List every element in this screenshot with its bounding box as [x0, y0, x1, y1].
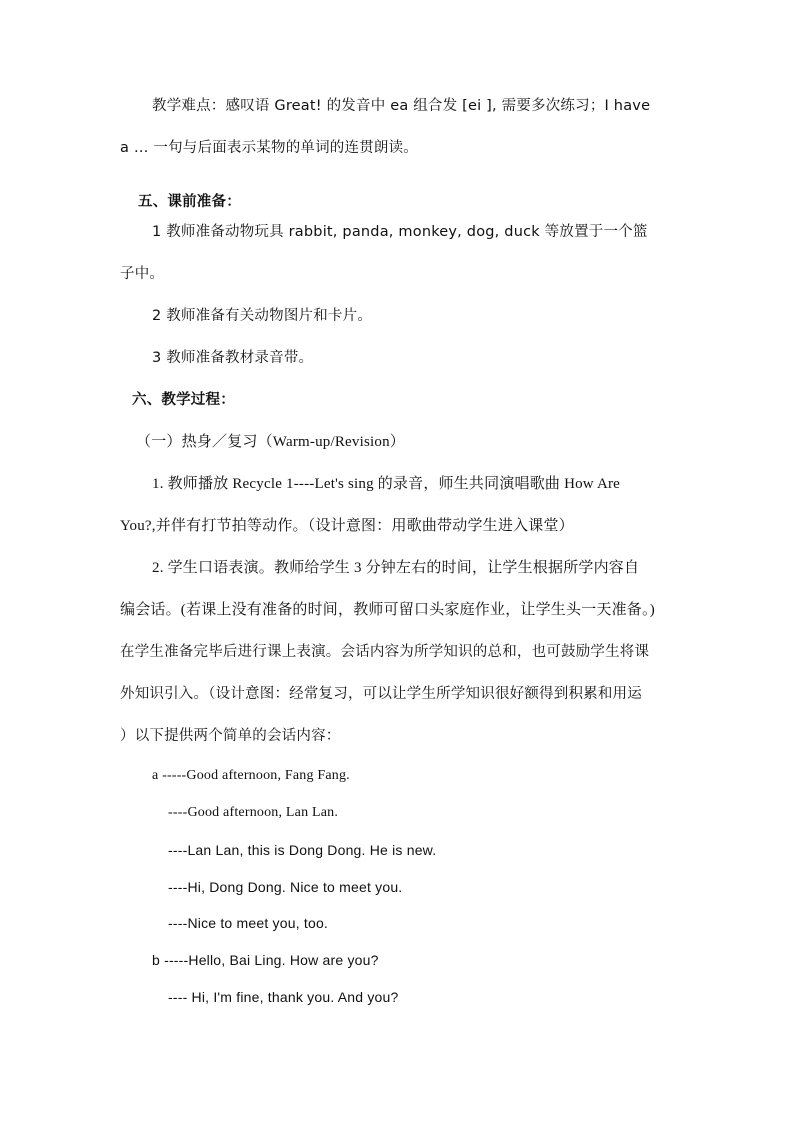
- prep-item-2: 2 教师准备有关动物图片和卡片。: [152, 308, 373, 324]
- prep-item-3: 3 教师准备教材录音带。: [152, 350, 314, 366]
- step-2-line-3: 在学生准备完毕后进行课上表演。会话内容为所学知识的总和，也可鼓励学生将课: [120, 644, 650, 660]
- step-2-line-1: 2. 学生口语表演。教师给学生 3 分钟左右的时间，让学生根据所学内容自: [152, 560, 640, 576]
- prep-item-1-line-2: 子中。: [120, 266, 165, 282]
- step-2-line-5: ）以下提供两个简单的会话内容：: [120, 728, 341, 744]
- section-5-heading: 五、课前准备：: [138, 194, 241, 210]
- difficulty-line-1: 教学难点：感叹语 Great! 的发音中 ea 组合发 [ei ], 需要多次练习；I have: [152, 98, 651, 114]
- dialogue-a-line-4: ----Hi, Dong Dong. Nice to meet you.: [168, 879, 403, 895]
- step-2-line-2: 编会话。(若课上没有准备的时间，教师可留口头家庭作业，让学生头一天准备。): [120, 602, 655, 618]
- step-1-line-2: You?,并伴有打节拍等动作。（设计意图：用歌曲带动学生进入课堂）: [120, 518, 574, 534]
- dialogue-b-line-1: b -----Hello, Bai Ling. How are you?: [152, 952, 379, 968]
- step-1-line-1: 1. 教师播放 Recycle 1----Let's sing 的录音，师生共同演唱歌曲 How Are: [152, 476, 621, 492]
- prep-item-1-line-1: 1 教师准备动物玩具 rabbit, panda, monkey, dog, duck 等放置于一个篮: [152, 224, 648, 240]
- warmup-subheading: （一）热身／复习（Warm-up/Revision）: [136, 434, 405, 450]
- dialogue-a-line-2: ----Good afternoon, Lan Lan.: [168, 805, 339, 820]
- step-2-line-4: 外知识引入。（设计意图：经常复习，可以让学生所学知识很好额得到积累和用运: [120, 686, 642, 702]
- dialogue-a-line-1: a -----Good afternoon, Fang Fang.: [152, 768, 350, 783]
- dialogue-b-line-2: ---- Hi, I'm fine, thank you. And you?: [168, 989, 399, 1005]
- difficulty-line-2: a … 一句与后面表示某物的单词的连贯朗读。: [120, 140, 419, 156]
- dialogue-a-line-5: ----Nice to meet you, too.: [168, 915, 329, 931]
- dialogue-a-line-3: ----Lan Lan, this is Dong Dong. He is new.: [168, 842, 437, 858]
- section-6-heading: 六、教学过程：: [132, 392, 235, 408]
